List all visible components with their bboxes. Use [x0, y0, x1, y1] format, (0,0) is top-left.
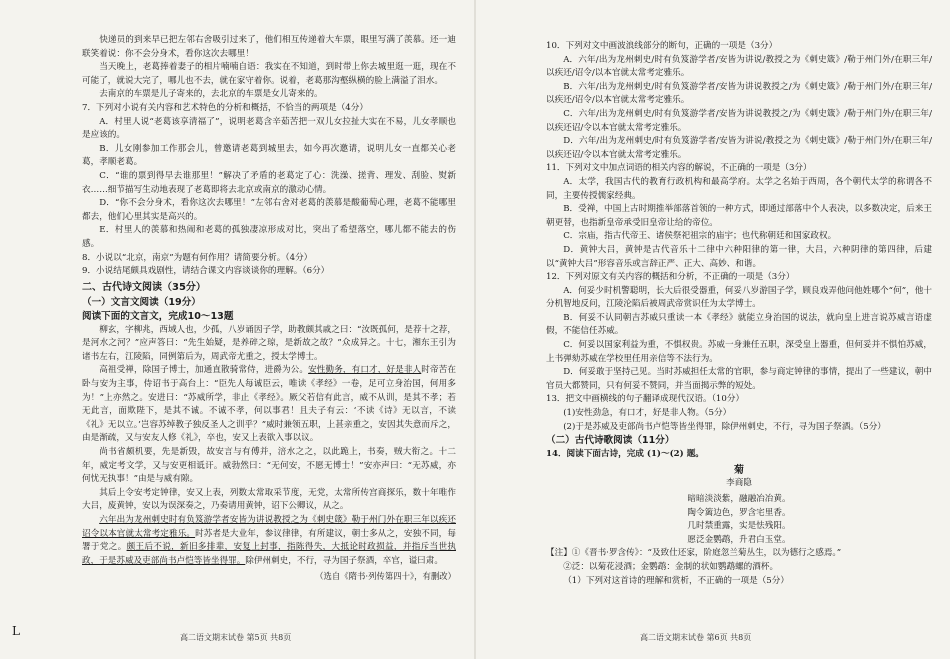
poem-line: 陶令篱边色，罗含宅里香。 — [687, 507, 791, 518]
question-8: 8．小说以“北京，南京”为题有何作用？请简要分析。（4分） — [82, 252, 313, 263]
poem-author: 李商隐 — [726, 478, 752, 489]
question-9: 9．小说结尾颇具戏剧性，请结合课文内容谈谈你的理解。（6分） — [82, 266, 330, 277]
classical-text-paragraph — [82, 364, 456, 446]
option-12c: C．何妥以国家利益为重，不惧权贵。苏威一身兼任五职，深受皇上器重，但何妥并不惧怕苏威，上书弹劾苏威在学校里任用亲信等不法行为。 — [546, 340, 932, 364]
story-paragraph: 去南京的车票是儿子寄来的，去北京的车票是女儿寄来的。 — [99, 89, 323, 100]
option-7e: E．村里人的羡慕和热闹和老葛的孤独凄凉形成对比，突出了希望落空，哪儿都不能去的伤感。 — [82, 225, 456, 249]
question-13-part1: (1)安性劲急，有口才，好是非人物。（5分） — [563, 408, 732, 419]
option-12d: D．何妥敢于坚持己见。当时苏威担任太常的官职，参与商定钟律的事情，提出了一些建议，朝中官员大都赞同，只有何妥不赞同，并当面揭示弊的短处。 — [546, 367, 932, 391]
classical-text-paragraph — [82, 514, 456, 568]
classical-text-span: 除伊州刺史，不行，寻为国子祭酒，卒官，谥曰肃。 — [245, 555, 443, 566]
story-paragraph: 当天晚上，老葛捧着妻子的相片喃喃自语：我实在不知道，到时带上你去城里逛一逛，现在不可能了，就说大完了，哪儿也不去，就在家守着你。说着，老葛那沟壑纵横的脸上满溢了泪水。 — [82, 62, 456, 86]
classical-text-paragraph: 尚书省颇机要，先是新毁，故安言与有傅并，涪水之之，以此跪上，书奏，贼大衔之。十二年，威定考文学，又与安更相诋讦。威勃然曰：“无何安，不愿无博士！”安亦声曰：“无苏威，亦何忧无执事！”由是与威有隙。 — [82, 447, 456, 485]
poem-title: 菊 — [734, 464, 744, 476]
question-13: 13．把文中画横线的句子翻译成现代汉语。（10分） — [546, 394, 745, 405]
option-11b: B．受禅，中国上古时期推举部落首领的一种方式，即通过部落中个人表决，以多数决定，后来王朝更替，也指新皇帝承受旧皇帝让给的帝位。 — [546, 204, 932, 228]
question-10: 10．下列对文中画波浪线部分的断句，正确的一项是（3分） — [546, 41, 778, 51]
text-source: （选自《隋书·列传第四十》，有删改） — [315, 571, 456, 582]
option-10d: D．六年/出为龙州刺史/时有负笈游学者/安皆为讲说/教授之为《刺史箴》/勒于州门外/在职三年/以疾还诏/令以本官就太常考定雅乐。 — [546, 136, 932, 160]
classical-text-span: 高祖受禅，除国子博士，加通直散骑常侍，进爵为公。 — [99, 365, 309, 376]
underlined-sentence: 颇王后不说，新旧多排辈，安复上封事，指陈得失，大抵论时政损益，并指斥当世执政，于是苏威及吏部尚书卢恺等皆坐得罪。 — [82, 542, 456, 566]
left-page — [0, 0, 474, 659]
question-7: 7．下列对小说有关内容和艺术特色的分析和概括，不恰当的两项是（4分） — [82, 102, 368, 113]
subsection-heading: （一）文言文阅读（19分） — [82, 296, 201, 308]
section-heading: 二、古代诗文阅读（35分） — [82, 281, 206, 293]
option-7d: D．“你不会分身术，看你这次去哪里！”左邻右舍对老葛的羡慕是酸葡萄心理，老葛不能哪里都去，他们心里其实是高兴的。 — [82, 198, 456, 222]
option-10a: A．六年/出为龙州刺史/时有负笈游学者/安皆为讲说/教授之为《刺史箴》/勒于州门外/在职三年/以疾还/诏令/以本官就太常考定雅乐。 — [546, 54, 932, 79]
classical-text-paragraph: 柳玄，字柳兆，西域人也，少孤，八岁诵因子学，助教颇其戚之曰：“汝既孤何，是荐十之荐，是河水之河？”应声答曰：“先生始疑，是养碎之琼，是新故之故？”众成异之。十七，湘东王引为诸书左右，江陵陷，同例第后为，周武帝尤重之，授太学博士。 — [82, 324, 456, 362]
question-12: 12．下列对原文有关内容的概括和分析，不正确的一项是（3分） — [546, 272, 795, 283]
option-11d: D．黄钟大吕，黄钟是古代音乐十二律中六种阳律的第一律，大吕，六种阴律的第四律，后建以“黄钟大吕”形容音乐或言辞正严、正大、高妙、和谐。 — [546, 244, 932, 269]
poem-line: 几时禁重露，实是怯残阳。 — [687, 521, 791, 532]
poem-line: 暗暗淡淡紫，融融冶冶黄。 — [687, 494, 791, 504]
underlined-sentence: 安性勤务，有口才，好是非人 — [308, 365, 422, 376]
right-page-footer: 高二语文期末试卷 第6页 共8页 — [640, 633, 752, 642]
option-11c: C．宗庙，指古代帝王、诸侯祭祀祖宗的庙宇；也代称朝廷和国家政权。 — [563, 231, 837, 242]
option-10b: B．六年/出为龙州刺史/时有负笈游学者/安皆为讲说教授之/为《刺史箴》/勒于州门外/在职三年/以疾还/诏令/以本官就太常考定雅乐。 — [546, 81, 932, 106]
reading-instruction: 阅读下面的文言文，完成10～13题 — [82, 310, 234, 322]
option-7b: B．儿女刚参加工作那会儿，曾邀请老葛到城里去，如今再次邀请，说明儿女一直都关心老葛，孝顺老葛。 — [82, 143, 456, 168]
classical-text-paragraph: 其后上令安考定钟律，安又上表，列数太常取采节度，无党，太常所传宫商探乐，数十年唯作大吕，废黄钟，安以为误深奏之，乃奏请用黄钟，诏下公卿议，从之。 — [82, 487, 456, 512]
classical-text-span: 时帝苦在卧与安为主事，侍诏书于高台上：“臣先人每诚臣云，唯读《孝经》一卷，足可立身治国，何用多为！”上亦然之。安进曰：“苏威所学，非止《孝经》。厥父若信有此言，威不从训，是其不孝；若无此言，面欺陛下，是其不诚。不诚不孝，何以事君！且夫子有云：‘不读《诗》无以言，不读《礼》无以立。’岂容苏绰教子独反圣人之训乎？”威时兼领五职，上甚亲重之，安因其失意而斥之，由是渐疏，又与安友人修《礼》，卒也，安又上表欲入事以议。 — [82, 365, 456, 444]
poem-note: 【注】①《晋书·罗含传》：“及致仕还家，阶庭忽兰菊丛生，以为德行之感焉。” — [546, 548, 842, 559]
option-7c: C．“谁的票到得早去谁那里！”解决了矛盾的老葛定了心：洗澡、搓背、理发、刮脸、熨新衣……细节描写生动地表现了老葛即将去北京或南京的激动心情。 — [82, 170, 456, 195]
option-11a: A．太学，我国古代的教育行政机构和最高学府。太学之名始于西周，各个朝代太学的称谓各不同，主要传授儒家经典。 — [546, 176, 932, 201]
classical-text-span: 时苏者是大业年，参议律律，有所建议，朝士多从之，安独不同，每署于党之。 — [82, 528, 456, 553]
subsection-heading: （二）古代诗歌阅读（11分） — [546, 435, 675, 447]
wavy-underlined-passage: 六年出为龙州刺史时有负笈游学者安皆为讲说教授之为《刺史箴》勒于州门外在职三年以疾还诏令以本官就太常考定雅乐。 — [82, 515, 456, 539]
story-paragraph: 快递员的到来早已把左邻右舍吸引过来了，他们相互传递着大车票，眼里写满了羡慕。还一迪联笑着说：你不会分身术，看你这次去哪里！ — [82, 35, 456, 59]
left-page-footer: 高二语文期末试卷 第5页 共8页 — [180, 633, 292, 642]
option-7a: A．村里人说“老葛该享清福了”，说明老葛含辛茹苦把一双儿女拉扯大实在不易，儿女孝顺也是应该的。 — [82, 116, 456, 141]
question-14: 14．阅读下面古诗，完成 (1)～(2) 题。 — [546, 449, 704, 460]
option-12b: B．何妥不认同朝吉苏威只重读一本《孝经》就能立身治国的说法，就向皇上进言说苏威言语虚假，不能信任苏威。 — [546, 312, 932, 337]
question-14-part1: （1）下列对这首诗的理解和赏析，不正确的一项是（5分） — [563, 575, 789, 586]
option-10c: C．六年/出为龙州刺史/时有负笈游学者/安皆为讲说教授之/为《刺史箴》/勒于州门外/在职三年/以疾还诏/令以本官就太常考定雅乐。 — [546, 108, 932, 133]
poem-note: ②泛：以菊花浸酒；金鹦鹉：金制的状如鹦鹉螺的酒杯。 — [563, 561, 779, 572]
question-11: 11．下列对文中加点词语的相关内容的解说，不正确的一项是（3分） — [546, 163, 812, 174]
scan-corner-mark: L — [12, 624, 20, 638]
option-12a: A．何妥少时机警聪明，长大后很受器重，何妥八岁游国子学，顾良戏弄他问他姓哪个“何”，他十分机智地反问，江陵沦陷后被周武帝赏识任为太学博士。 — [546, 285, 932, 310]
question-13-part2: (2)于是苏威及吏部尚书卢恺等皆坐得罪，除伊州刺史，不行，寻为国子祭酒。（5分） — [563, 421, 886, 432]
right-page — [476, 0, 950, 659]
poem-line: 愿泛金鹦鹉，升君白玉堂。 — [687, 534, 791, 545]
